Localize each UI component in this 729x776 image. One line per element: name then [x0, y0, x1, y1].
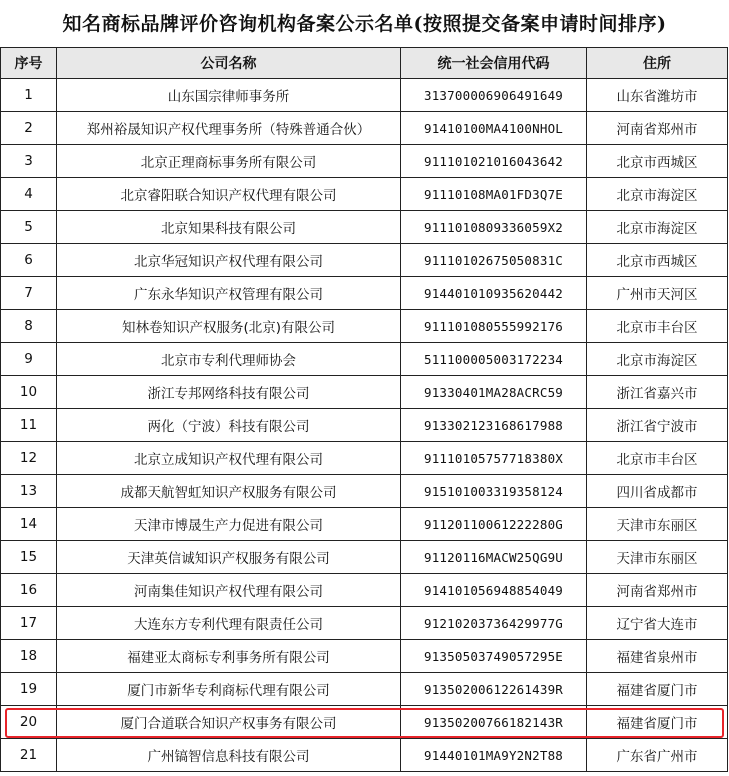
location-cell: 北京市西城区	[587, 244, 728, 277]
row-number-cell: 14	[1, 508, 57, 541]
company-name-cell: 浙江专邦网络科技有限公司	[57, 376, 401, 409]
location-cell: 福建省厦门市	[587, 673, 728, 706]
credit-code-cell: 91440101MA9Y2N2T88	[401, 739, 587, 772]
header-row	[1, 48, 728, 79]
table-row	[1, 607, 728, 640]
location-cell: 河南省郑州市	[587, 574, 728, 607]
credit-code-cell: 511100005003172234	[401, 343, 587, 376]
company-name-cell: 北京立成知识产权代理有限公司	[57, 442, 401, 475]
table-row	[1, 673, 728, 706]
credit-code-cell: 91330401MA28ACRC59	[401, 376, 587, 409]
credit-code-cell: 91110105757718380X	[401, 442, 587, 475]
company-name-cell: 山东国宗律师事务所	[57, 79, 401, 112]
location-cell: 北京市丰台区	[587, 310, 728, 343]
row-number-cell: 2	[1, 112, 57, 145]
table-row	[1, 541, 728, 574]
credit-code-cell: 91120110061222280G	[401, 508, 587, 541]
location-cell: 北京市海淀区	[587, 343, 728, 376]
credit-code-cell: 914101056948854049	[401, 574, 587, 607]
row-number-cell: 7	[1, 277, 57, 310]
table-row	[1, 343, 728, 376]
credit-code-cell: 91350200612261439R	[401, 673, 587, 706]
document-title: 知名商标品牌评价咨询机构备案公示名单(按照提交备案申请时间排序)	[62, 12, 667, 35]
company-name-cell: 福建亚太商标专利事务所有限公司	[57, 640, 401, 673]
company-name-cell: 广州镐智信息科技有限公司	[57, 739, 401, 772]
company-name-cell: 广东永华知识产权管理有限公司	[57, 277, 401, 310]
credit-code-cell: 915101003319358124	[401, 475, 587, 508]
table-row	[1, 376, 728, 409]
table-row	[1, 574, 728, 607]
row-number-cell: 13	[1, 475, 57, 508]
location-cell: 广州市天河区	[587, 277, 728, 310]
row-number-cell: 19	[1, 673, 57, 706]
row-number-cell: 10	[1, 376, 57, 409]
table-row	[1, 244, 728, 277]
location-cell: 浙江省嘉兴市	[587, 376, 728, 409]
table-row	[1, 145, 728, 178]
table-row	[1, 508, 728, 541]
company-name-cell: 郑州裕晟知识产权代理事务所（特殊普通合伙）	[57, 112, 401, 145]
credit-code-cell: 911101021016043642	[401, 145, 587, 178]
row-number-cell: 9	[1, 343, 57, 376]
location-cell: 天津市东丽区	[587, 508, 728, 541]
credit-code-cell: 91210203736429977G	[401, 607, 587, 640]
row-number-cell: 8	[1, 310, 57, 343]
credit-code-cell: 91350200766182143R	[401, 706, 587, 739]
credit-code-cell: 914401010935620442	[401, 277, 587, 310]
company-name-cell: 厦门市新华专利商标代理有限公司	[57, 673, 401, 706]
company-name-cell: 天津市博晟生产力促进有限公司	[57, 508, 401, 541]
row-number-cell: 21	[1, 739, 57, 772]
registry-table	[0, 47, 728, 772]
location-cell: 浙江省宁波市	[587, 409, 728, 442]
company-name-cell: 北京华冠知识产权代理有限公司	[57, 244, 401, 277]
row-number-cell: 12	[1, 442, 57, 475]
header-credit-code: 统一社会信用代码	[401, 48, 587, 79]
location-cell: 河南省郑州市	[587, 112, 728, 145]
header-location: 住所	[587, 48, 728, 79]
company-name-cell: 北京市专利代理师协会	[57, 343, 401, 376]
location-cell: 北京市西城区	[587, 145, 728, 178]
row-number-cell: 1	[1, 79, 57, 112]
credit-code-cell: 91120116MACW25QG9U	[401, 541, 587, 574]
row-number-cell: 4	[1, 178, 57, 211]
credit-code-cell: 313700006906491649	[401, 79, 587, 112]
company-name-cell: 河南集佳知识产权代理有限公司	[57, 574, 401, 607]
row-number-cell: 6	[1, 244, 57, 277]
header-no: 序号	[1, 48, 57, 79]
table-row	[1, 409, 728, 442]
table-row	[1, 739, 728, 772]
location-cell: 福建省厦门市	[587, 706, 728, 739]
location-cell: 福建省泉州市	[587, 640, 728, 673]
company-name-cell: 北京正理商标事务所有限公司	[57, 145, 401, 178]
company-name-cell: 大连东方专利代理有限责任公司	[57, 607, 401, 640]
location-cell: 北京市海淀区	[587, 211, 728, 244]
table-row	[1, 112, 728, 145]
location-cell: 辽宁省大连市	[587, 607, 728, 640]
location-cell: 山东省潍坊市	[587, 79, 728, 112]
company-name-cell: 两化（宁波）科技有限公司	[57, 409, 401, 442]
row-number-cell: 11	[1, 409, 57, 442]
row-number-cell: 3	[1, 145, 57, 178]
credit-code-cell: 913302123168617988	[401, 409, 587, 442]
location-cell: 天津市东丽区	[587, 541, 728, 574]
table-row	[1, 277, 728, 310]
row-number-cell: 17	[1, 607, 57, 640]
row-number-cell: 5	[1, 211, 57, 244]
row-number-cell: 15	[1, 541, 57, 574]
credit-code-cell: 911101080555992176	[401, 310, 587, 343]
table-row	[1, 178, 728, 211]
credit-code-cell: 91110108MA01FD3Q7E	[401, 178, 587, 211]
table-row	[1, 706, 728, 739]
credit-code-cell: 9111010809336059X2	[401, 211, 587, 244]
table-row	[1, 475, 728, 508]
company-name-cell: 知林卷知识产权服务(北京)有限公司	[57, 310, 401, 343]
company-name-cell: 北京知果科技有限公司	[57, 211, 401, 244]
company-name-cell: 天津英信诚知识产权服务有限公司	[57, 541, 401, 574]
company-name-cell: 北京睿阳联合知识产权代理有限公司	[57, 178, 401, 211]
header-company: 公司名称	[57, 48, 401, 79]
location-cell: 北京市丰台区	[587, 442, 728, 475]
location-cell: 四川省成都市	[587, 475, 728, 508]
credit-code-cell: 91110102675050831C	[401, 244, 587, 277]
credit-code-cell: 91350503749057295E	[401, 640, 587, 673]
credit-code-cell: 91410100MA4100NHOL	[401, 112, 587, 145]
table-row	[1, 640, 728, 673]
location-cell: 北京市海淀区	[587, 178, 728, 211]
company-name-cell: 成都天航智虹知识产权服务有限公司	[57, 475, 401, 508]
table-row	[1, 442, 728, 475]
row-number-cell: 20	[1, 706, 57, 739]
location-cell: 广东省广州市	[587, 739, 728, 772]
table-row	[1, 79, 728, 112]
row-number-cell: 18	[1, 640, 57, 673]
company-name-cell: 厦门合道联合知识产权事务有限公司	[57, 706, 401, 739]
table-row	[1, 310, 728, 343]
row-number-cell: 16	[1, 574, 57, 607]
table-row	[1, 211, 728, 244]
